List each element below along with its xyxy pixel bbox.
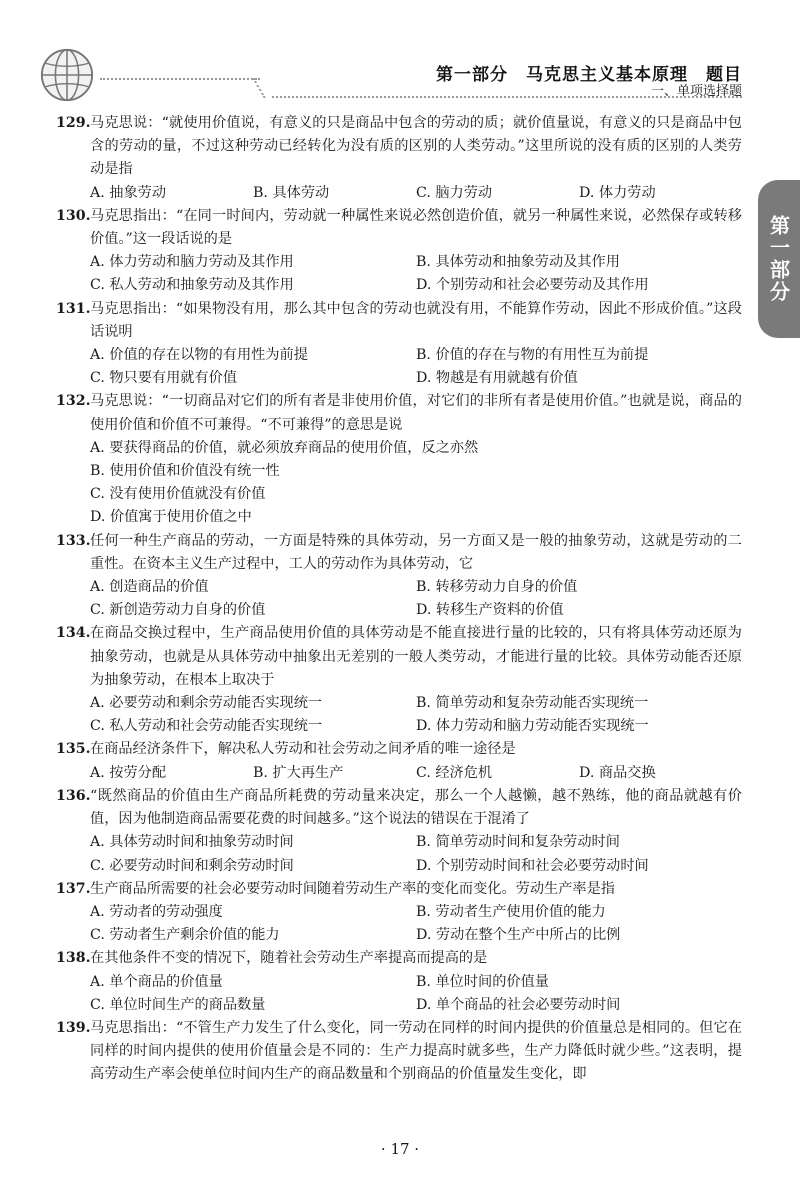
option-b: B. 具体劳动 <box>253 184 330 201</box>
option-d: D. 价值寓于使用价值之中 <box>90 509 252 526</box>
option-a: A. 必要劳动和剩余劳动能否实现统一 <box>90 695 323 712</box>
question-130 <box>56 205 742 298</box>
question-134 <box>56 622 742 738</box>
option-c: C. 没有使用价值就没有价值 <box>90 486 266 503</box>
option-c: C. 经济危机 <box>416 764 493 781</box>
question-136 <box>56 785 742 878</box>
question-133 <box>56 530 742 623</box>
option-c: C. 新创造劳动力自身的价值 <box>90 602 266 619</box>
question-number: 135. <box>56 741 91 758</box>
page-number: · 17 · <box>380 1140 420 1158</box>
question-text: 马克思指出：“不管生产力发生了什么变化，同一劳动在同样的时间内提供的价值量总是相同的。但它在同样的时间内提供的使用价值量会是不同的：生产力提高时就多些，生产力降低时就少些。”这表明，提高劳动生产率会使单位时间内生产的商品数量和个别商品的价值量发生变化，即 <box>90 1019 742 1083</box>
option-b: B. 转移劳动力自身的价值 <box>416 579 578 596</box>
header-dotted-line <box>100 78 260 80</box>
option-d: D. 体力劳动 <box>579 184 656 201</box>
question-number: 137. <box>56 880 91 897</box>
question-text: “既然商品的价值由生产商品所耗费的劳动量来决定，那么一个人越懒，越不熟练，他的商品就越有价值，因为他制造商品需要花费的时间越多。”这个说法的错误在于混淆了 <box>90 787 742 828</box>
option-a: A. 要获得商品的价值，就必须放弃商品的使用价值，反之亦然 <box>90 439 479 456</box>
question-text: 生产商品所需要的社会必要劳动时间随着劳动生产率的变化而变化。劳动生产率是指 <box>90 880 615 897</box>
option-a: A. 抽象劳动 <box>90 184 167 201</box>
question-number: 129. <box>56 115 91 131</box>
question-text: 马克思指出：“如果物没有用，那么其中包含的劳动也就没有用，不能算作劳动，因此不形成价值。”这段话说明 <box>90 300 742 340</box>
option-a: A. 价值的存在以物的有用性为前提 <box>90 347 308 364</box>
question-text: 马克思说：“一切商品对它们的所有者是非使用价值，对它们的非所有者是使用价值。”也就是说，商品的使用价值和价值不可兼得。“不可兼得”的意思是说 <box>90 393 742 433</box>
option-b: B. 价值的存在与物的有用性互为前提 <box>416 347 649 364</box>
question-text: 任何一种生产商品的劳动，一方面是特殊的具体劳动，另一方面又是一般的抽象劳动，这就是劳动的二重性。在资本主义生产过程中，工人的劳动作为具体劳动，它 <box>90 532 742 572</box>
globe-icon <box>38 46 96 104</box>
question-135 <box>56 738 742 784</box>
question-number: 131. <box>56 300 91 317</box>
option-c: C. 单位时间生产的商品数量 <box>90 996 266 1013</box>
option-c: C. 私人劳动和抽象劳动及其作用 <box>90 277 294 294</box>
question-number: 138. <box>56 950 91 967</box>
question-text: 马克思说：“就使用价值说，有意义的只是商品中包含的劳动的质；就价值量说，有意义的只是商品中包含的劳动的量，不过这种劳动已经转化为没有质的区别的人类劳动。”这里所说的没有质的区别的人类劳动是指 <box>90 115 742 178</box>
header-dotted-line-slope <box>252 78 288 98</box>
question-number: 134. <box>56 625 91 642</box>
option-d: D. 物越是有用就越有价值 <box>416 370 578 387</box>
option-d: D. 商品交换 <box>579 764 656 781</box>
option-b: B. 扩大再生产 <box>253 764 344 781</box>
option-b: B. 简单劳动时间和复杂劳动时间 <box>416 834 620 851</box>
option-c: C. 脑力劳动 <box>416 184 493 201</box>
option-d: D. 个别劳动和社会必要劳动及其作用 <box>416 277 649 294</box>
question-number: 133. <box>56 532 91 549</box>
question-text: 在商品交换过程中，生产商品使用价值的具体劳动是不能直接进行量的比较的，只有将具体劳动还原为抽象劳动，也就是从具体劳动中抽象出无差别的一般人类劳动，才能进行量的比较。具体劳动能否还原为抽象劳动，在根本上取决于 <box>90 625 742 688</box>
question-129 <box>56 112 742 205</box>
question-137 <box>56 878 742 948</box>
option-c: C. 必要劳动时间和剩余劳动时间 <box>90 857 294 874</box>
question-number: 132. <box>56 393 91 410</box>
option-b: B. 简单劳动和复杂劳动能否实现统一 <box>416 695 649 712</box>
option-a: A. 劳动者的劳动强度 <box>90 903 223 920</box>
option-c: C. 物只要有用就有价值 <box>90 370 238 387</box>
question-139 <box>56 1017 742 1087</box>
option-b: B. 单位时间的价值量 <box>416 973 549 990</box>
question-132 <box>56 390 742 529</box>
option-d: D. 转移生产资料的价值 <box>416 602 564 619</box>
option-d: D. 劳动在整个生产中所占的比例 <box>416 927 621 944</box>
question-text: 在商品经济条件下，解决私人劳动和社会劳动之间矛盾的唯一途径是 <box>90 741 516 758</box>
option-b: B. 使用价值和价值没有统一性 <box>90 463 280 480</box>
page-header <box>0 0 800 100</box>
option-b: B. 劳动者生产使用价值的能力 <box>416 903 606 920</box>
question-number: 139. <box>56 1019 91 1036</box>
option-a: A. 单个商品的价值量 <box>90 973 223 990</box>
question-list <box>56 112 742 1087</box>
question-text: 在其他条件不变的情况下，随着社会劳动生产率提高而提高的是 <box>90 950 488 967</box>
option-a: A. 体力劳动和脑力劳动及其作用 <box>90 254 294 271</box>
question-text: 马克思指出：“在同一时间内，劳动就一种属性来说必然创造价值，就另一种属性来说，必然保存或转移价值。”这一段话说的是 <box>90 207 742 248</box>
option-a: A. 按劳分配 <box>90 764 167 781</box>
question-131 <box>56 298 742 391</box>
question-138 <box>56 947 742 1017</box>
header-subtitle: 一、单项选择题 <box>650 84 742 99</box>
option-c: C. 劳动者生产剩余价值的能力 <box>90 927 280 944</box>
question-number: 130. <box>56 207 91 224</box>
option-d: D. 个别劳动时间和社会必要劳动时间 <box>416 857 649 874</box>
option-a: A. 创造商品的价值 <box>90 579 209 596</box>
option-b: B. 具体劳动和抽象劳动及其作用 <box>416 254 620 271</box>
option-c: C. 私人劳动和社会劳动能否实现统一 <box>90 718 323 735</box>
question-number: 136. <box>56 787 91 804</box>
section-side-tab: 第一部分 <box>758 180 800 338</box>
option-a: A. 具体劳动时间和抽象劳动时间 <box>90 834 294 851</box>
option-d: D. 单个商品的社会必要劳动时间 <box>416 996 621 1013</box>
option-d: D. 体力劳动和脑力劳动能否实现统一 <box>416 718 649 735</box>
header-title: 第一部分 马克思主义基本原理 题目 <box>436 65 742 85</box>
